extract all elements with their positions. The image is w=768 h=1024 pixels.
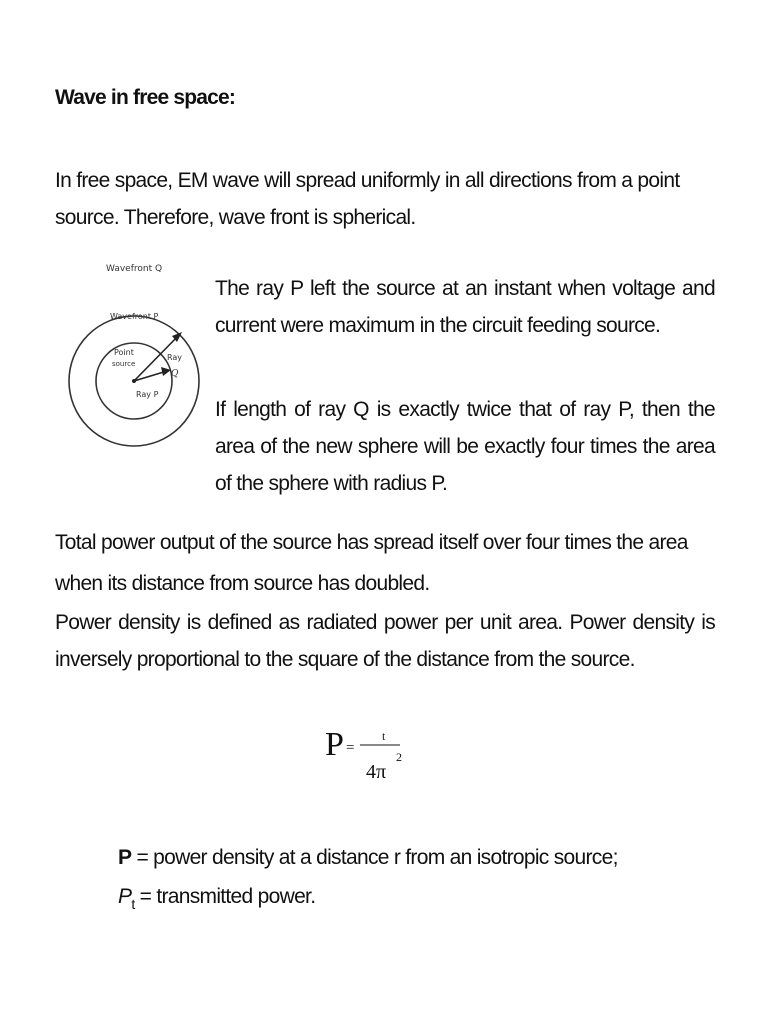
- label-ray-p: Ray P: [136, 390, 159, 399]
- label-wavefront-q: Wavefront Q: [106, 264, 163, 274]
- label-ray: Ray: [167, 353, 183, 362]
- total-power-paragraph: Total power output of the source has spread itself over four times the area when its distance from source has doubled.: [55, 531, 688, 595]
- definition-transmitted-power: [118, 885, 316, 912]
- def-p-text: = power density at a distance r from an isotropic source;: [131, 846, 618, 869]
- ray-p-paragraph: The ray P left the source at an instant when voltage and current were maximum in the circuit feeding source.: [215, 277, 715, 337]
- def-pt-subscript: t: [131, 896, 135, 912]
- definition-power-density: [118, 846, 618, 870]
- def-pt-text: = transmitted power.: [134, 885, 316, 908]
- section-heading: Wave in free space:: [55, 86, 236, 109]
- def-p-symbol: P: [118, 846, 132, 869]
- formula-denominator: 4π: [366, 761, 387, 783]
- formula-numerator: t: [382, 729, 386, 743]
- formula-exponent: 2: [396, 750, 402, 764]
- label-q: Q: [171, 369, 179, 379]
- def-pt-symbol: P: [118, 885, 132, 908]
- power-density-formula: [322, 718, 422, 790]
- power-density-paragraph: Power density is defined as radiated power per unit area. Power density is inversely proportional to the square of the distance from the source.: [55, 611, 715, 671]
- label-source: source: [112, 360, 136, 368]
- ray-q-paragraph: If length of ray Q is exactly twice that of ray P, then the area of the new sphere will be exactly four times the area of the sphere with radius P.: [215, 398, 715, 495]
- point-source-dot: [132, 379, 136, 383]
- label-point: Point: [114, 348, 134, 357]
- label-wavefront-p: Wavefront P: [110, 312, 159, 321]
- formula-lhs: P: [325, 726, 344, 763]
- intro-paragraph: In free space, EM wave will spread uniformly in all directions from a point source. Therefore, wave front is spherical.: [55, 169, 680, 229]
- formula-equals: =: [346, 740, 355, 756]
- wavefront-diagram: [62, 252, 214, 502]
